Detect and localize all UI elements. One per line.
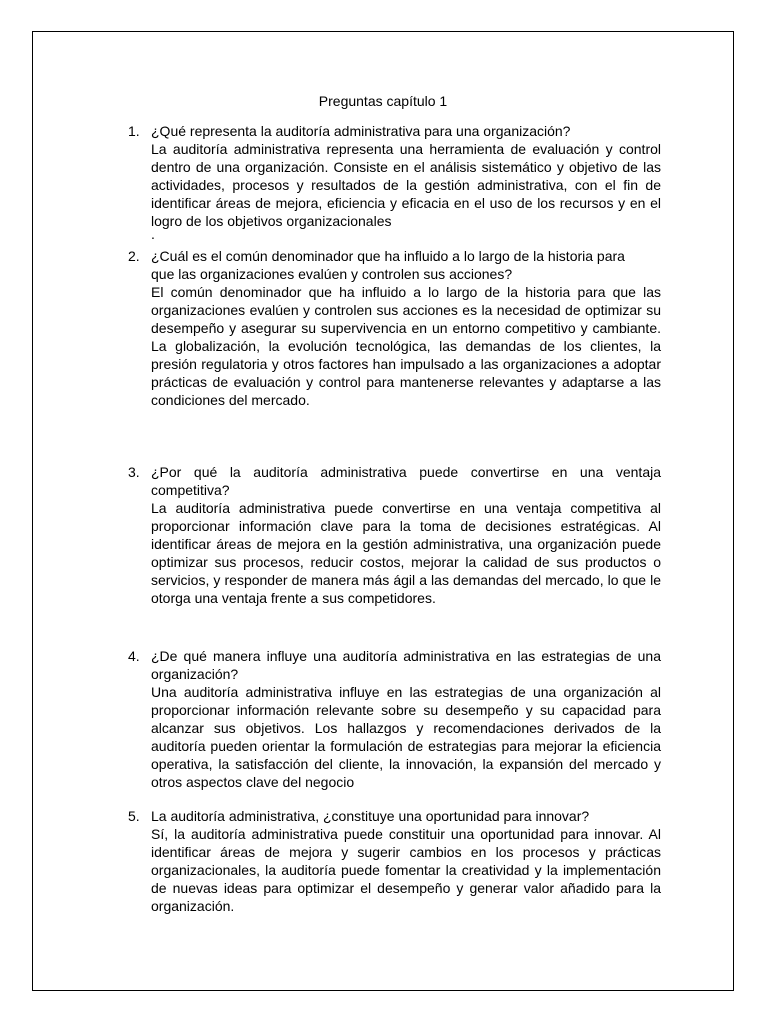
answer-text: El común denominador que ha influido a lo largo de la historia para que las organizaciones evalúen y controlen sus acciones es la necesidad de optimizar su desempeño y asegurar su supervivencia en un entorno competitivo y cambiante. La globalización, la evolución tecnológica, las demandas de los clientes, la presión regulatoria y otros factores han impulsado a las organizaciones a adoptar prácticas de evaluación y control para mantenerse relevantes y adaptarse a las condiciones del mercado. [151, 284, 661, 408]
question-item-3 [128, 463, 661, 607]
trailing-mark: . [151, 226, 155, 242]
answer-text: La auditoría administrativa puede convertirse en una ventaja competitiva al proporcionar información clave para la toma de decisiones estratégicas. Al identificar áreas de mejora en la gestión administrativa, una organización puede optimizar sus procesos, reducir costos, mejorar la calidad de sus productos o servicios, y responder de manera más ágil a las demandas del mercado, lo que le otorga una ventaja frente a sus competidores. [151, 500, 661, 606]
answer-text: Sí, la auditoría administrativa puede constituir una oportunidad para innovar. Al identificar áreas de mejora y sugerir cambios en los procesos y prácticas organizacionales, la auditoría puede fomentar la creatividad y la implementación de nuevas ideas para optimizar el desempeño y generar valor añadido para la organización. [151, 826, 661, 914]
item-number: 5. [128, 808, 140, 824]
question-text: ¿Por qué la auditoría administrativa puede convertirse en una ventaja competitiva? [151, 464, 661, 498]
question-text-line-2: que las organizaciones evalúen y controlen sus acciones? [151, 266, 513, 282]
item-number: 2. [128, 248, 140, 264]
item-number: 3. [128, 464, 140, 480]
question-item-4 [128, 647, 661, 791]
question-text: ¿De qué manera influye una auditoría administrativa en las estrategias de una organización? [151, 648, 661, 682]
document-title: Preguntas capítulo 1 [318, 93, 448, 109]
item-number: 1. [128, 123, 140, 139]
question-item-5 [128, 807, 661, 915]
item-number: 4. [128, 648, 140, 664]
question-text: La auditoría administrativa, ¿constituye una oportunidad para innovar? [151, 808, 590, 824]
question-item-1 [128, 122, 661, 242]
question-text: ¿Qué representa la auditoría administrativa para una organización? [151, 123, 571, 139]
question-item-2 [128, 247, 661, 409]
answer-text: Una auditoría administrativa influye en las estrategias de una organización al proporcionar información relevante sobre su desempeño y su capacidad para alcanzar sus objetivos. Los hallazgos y recomendaciones derivados de la auditoría pueden orientar la formulación de estrategias para mejorar la eficiencia operativa, la satisfacción del cliente, la innovación, la expansión del mercado y otros aspectos clave del negocio [151, 684, 661, 790]
answer-text: La auditoría administrativa representa una herramienta de evaluación y control dentro de una organización. Consiste en el análisis sistemático y objetivo de las actividades, procesos y resultados de la gestión administrativa, con el fin de identificar áreas de mejora, eficiencia y eficacia en el uso de los recursos y en el logro de los objetivos organizacionales [151, 141, 661, 229]
question-text-line-1: ¿Cuál es el común denominador que ha influido a lo largo de la historia para [151, 248, 625, 264]
